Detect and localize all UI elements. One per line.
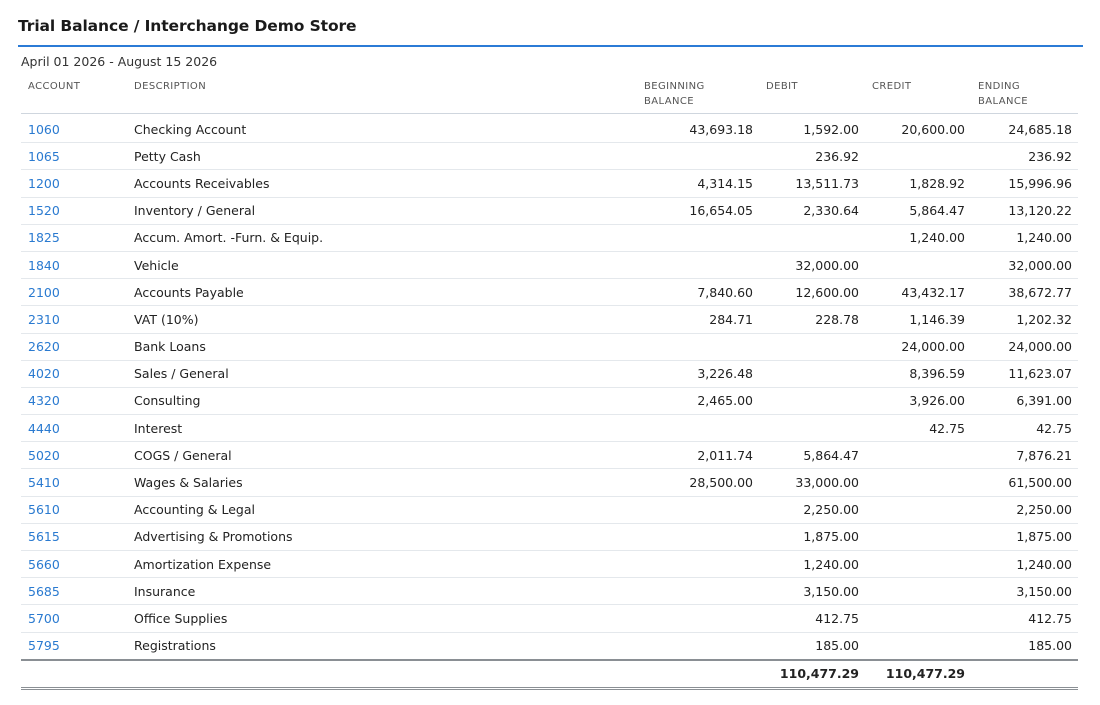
table-row: [21, 415, 1078, 442]
debit-cell: [759, 387, 865, 414]
account-cell: [21, 551, 127, 578]
table-row: [21, 170, 1078, 197]
account-description: Consulting: [127, 387, 637, 414]
account-cell: [21, 197, 127, 224]
credit-cell: 8,396.59: [865, 360, 971, 387]
totals-spacer: [637, 660, 759, 689]
account-cell: [21, 251, 127, 278]
account-cell: [21, 143, 127, 170]
ending-balance-cell: 38,672.77: [971, 279, 1078, 306]
debit-cell: [759, 415, 865, 442]
credit-cell: [865, 496, 971, 523]
account-cell: [21, 333, 127, 360]
beginning-balance-cell: [637, 333, 759, 360]
credit-cell: [865, 632, 971, 660]
trial-balance-table: [21, 76, 1078, 690]
beginning-balance-cell: [637, 496, 759, 523]
credit-cell: [865, 605, 971, 632]
column-header-credit: CREDIT: [865, 76, 971, 114]
account-description: Vehicle: [127, 251, 637, 278]
title-divider: [18, 45, 1083, 47]
account-cell: [21, 469, 127, 496]
beginning-balance-cell: [637, 251, 759, 278]
credit-cell: 1,240.00: [865, 224, 971, 251]
account-description: Registrations: [127, 632, 637, 660]
account-description: VAT (10%): [127, 306, 637, 333]
account-cell: [21, 360, 127, 387]
ending-balance-cell: 1,240.00: [971, 551, 1078, 578]
beginning-balance-cell: [637, 605, 759, 632]
credit-cell: 1,146.39: [865, 306, 971, 333]
account-link[interactable]: 1825: [28, 230, 60, 246]
account-link[interactable]: 5660: [28, 556, 60, 572]
credit-cell: 1,828.92: [865, 170, 971, 197]
account-description: Amortization Expense: [127, 551, 637, 578]
account-link[interactable]: 1520: [28, 203, 60, 219]
beginning-balance-cell: [637, 632, 759, 660]
account-cell: [21, 523, 127, 550]
debit-cell: [759, 333, 865, 360]
beginning-balance-cell: [637, 551, 759, 578]
ending-balance-cell: 6,391.00: [971, 387, 1078, 414]
account-link[interactable]: 5700: [28, 610, 60, 626]
beginning-balance-cell: 284.71: [637, 306, 759, 333]
credit-cell: 3,926.00: [865, 387, 971, 414]
account-description: COGS / General: [127, 442, 637, 469]
account-cell: [21, 605, 127, 632]
account-cell: [21, 496, 127, 523]
account-link[interactable]: 2620: [28, 339, 60, 355]
account-link[interactable]: 5020: [28, 447, 60, 463]
account-description: Advertising & Promotions: [127, 523, 637, 550]
beginning-balance-cell: 3,226.48: [637, 360, 759, 387]
ending-balance-cell: 412.75: [971, 605, 1078, 632]
credit-cell: [865, 523, 971, 550]
table-row: [21, 114, 1078, 143]
debit-cell: 1,592.00: [759, 114, 865, 143]
ending-balance-cell: 61,500.00: [971, 469, 1078, 496]
ending-balance-cell: 24,000.00: [971, 333, 1078, 360]
ending-balance-cell: 1,202.32: [971, 306, 1078, 333]
account-description: Wages & Salaries: [127, 469, 637, 496]
totals-spacer: [21, 660, 127, 689]
debit-cell: 12,600.00: [759, 279, 865, 306]
table-row: [21, 469, 1078, 496]
debit-cell: 1,875.00: [759, 523, 865, 550]
table-body: [21, 114, 1078, 660]
account-description: Checking Account: [127, 114, 637, 143]
account-link[interactable]: 5610: [28, 502, 60, 518]
table-row: [21, 523, 1078, 550]
account-cell: [21, 578, 127, 605]
debit-cell: 32,000.00: [759, 251, 865, 278]
account-link[interactable]: 2310: [28, 311, 60, 327]
account-description: Accounts Payable: [127, 279, 637, 306]
credit-cell: 5,864.47: [865, 197, 971, 224]
account-cell: [21, 279, 127, 306]
debit-cell: [759, 360, 865, 387]
account-description: Inventory / General: [127, 197, 637, 224]
debit-cell: 3,150.00: [759, 578, 865, 605]
table-row: [21, 143, 1078, 170]
beginning-balance-cell: 16,654.05: [637, 197, 759, 224]
ending-balance-cell: 24,685.18: [971, 114, 1078, 143]
debit-cell: 412.75: [759, 605, 865, 632]
account-cell: [21, 224, 127, 251]
table-footer: [21, 660, 1078, 689]
ending-balance-cell: 15,996.96: [971, 170, 1078, 197]
account-link[interactable]: 5795: [28, 638, 60, 654]
page-title: Trial Balance / Interchange Demo Store: [18, 17, 357, 35]
beginning-balance-cell: [637, 578, 759, 605]
account-cell: [21, 170, 127, 197]
debit-cell: 185.00: [759, 632, 865, 660]
header-row: [21, 76, 1078, 114]
credit-cell: [865, 442, 971, 469]
column-header-debit: DEBIT: [759, 76, 865, 114]
ending-balance-cell: 13,120.22: [971, 197, 1078, 224]
ending-balance-cell: 1,240.00: [971, 224, 1078, 251]
ending-balance-cell: 42.75: [971, 415, 1078, 442]
account-description: Petty Cash: [127, 143, 637, 170]
table-row: [21, 224, 1078, 251]
account-description: Accounting & Legal: [127, 496, 637, 523]
account-description: Accounts Receivables: [127, 170, 637, 197]
account-link[interactable]: 1060: [28, 121, 60, 137]
column-header-beginning-balance: BEGINNING BALANCE: [637, 76, 759, 114]
debit-cell: 1,240.00: [759, 551, 865, 578]
account-cell: [21, 442, 127, 469]
credit-cell: 43,432.17: [865, 279, 971, 306]
account-link[interactable]: 5685: [28, 583, 60, 599]
table-row: [21, 251, 1078, 278]
account-cell: [21, 415, 127, 442]
table-row: [21, 360, 1078, 387]
beginning-balance-cell: 2,011.74: [637, 442, 759, 469]
ending-balance-cell: 32,000.00: [971, 251, 1078, 278]
account-cell: [21, 306, 127, 333]
credit-cell: [865, 578, 971, 605]
account-link[interactable]: 4320: [28, 393, 60, 409]
beginning-balance-cell: 2,465.00: [637, 387, 759, 414]
table-row: [21, 605, 1078, 632]
table-row: [21, 632, 1078, 660]
credit-cell: [865, 469, 971, 496]
total-credit: 110,477.29: [865, 660, 971, 689]
column-header-account: ACCOUNT: [21, 76, 127, 114]
column-header-description: DESCRIPTION: [127, 76, 637, 114]
totals-row: [21, 660, 1078, 689]
table-row: [21, 551, 1078, 578]
debit-cell: 13,511.73: [759, 170, 865, 197]
credit-cell: [865, 143, 971, 170]
table-row: [21, 306, 1078, 333]
ending-balance-cell: 3,150.00: [971, 578, 1078, 605]
account-link[interactable]: 5410: [28, 475, 60, 491]
column-header-ending-balance: ENDING BALANCE: [971, 76, 1078, 114]
date-range: April 01 2026 - August 15 2026: [21, 54, 218, 69]
account-description: Interest: [127, 415, 637, 442]
ending-balance-cell: 1,875.00: [971, 523, 1078, 550]
account-link[interactable]: 1840: [28, 257, 60, 273]
beginning-balance-cell: [637, 523, 759, 550]
account-link[interactable]: 1200: [28, 175, 60, 191]
table-row: [21, 442, 1078, 469]
debit-cell: 2,330.64: [759, 197, 865, 224]
beginning-balance-cell: 43,693.18: [637, 114, 759, 143]
account-description: Sales / General: [127, 360, 637, 387]
beginning-balance-cell: 7,840.60: [637, 279, 759, 306]
credit-cell: 24,000.00: [865, 333, 971, 360]
account-link[interactable]: 5615: [28, 529, 60, 545]
account-cell: [21, 632, 127, 660]
account-description: Bank Loans: [127, 333, 637, 360]
credit-cell: 42.75: [865, 415, 971, 442]
ending-balance-cell: 2,250.00: [971, 496, 1078, 523]
table-row: [21, 578, 1078, 605]
ending-balance-cell: 236.92: [971, 143, 1078, 170]
ending-balance-cell: 7,876.21: [971, 442, 1078, 469]
debit-cell: [759, 224, 865, 251]
account-cell: [21, 387, 127, 414]
table-row: [21, 387, 1078, 414]
account-description: Insurance: [127, 578, 637, 605]
credit-cell: [865, 251, 971, 278]
beginning-balance-cell: [637, 224, 759, 251]
table-row: [21, 333, 1078, 360]
beginning-balance-cell: [637, 143, 759, 170]
beginning-balance-cell: [637, 415, 759, 442]
totals-spacer: [971, 660, 1078, 689]
table-row: [21, 197, 1078, 224]
debit-cell: 236.92: [759, 143, 865, 170]
account-description: Accum. Amort. -Furn. & Equip.: [127, 224, 637, 251]
debit-cell: 33,000.00: [759, 469, 865, 496]
account-link[interactable]: 2100: [28, 284, 60, 300]
debit-cell: 2,250.00: [759, 496, 865, 523]
debit-cell: 5,864.47: [759, 442, 865, 469]
table-row: [21, 496, 1078, 523]
total-debit: 110,477.29: [759, 660, 865, 689]
beginning-balance-cell: 28,500.00: [637, 469, 759, 496]
beginning-balance-cell: 4,314.15: [637, 170, 759, 197]
debit-cell: 228.78: [759, 306, 865, 333]
totals-spacer: [127, 660, 637, 689]
account-cell: [21, 114, 127, 143]
credit-cell: [865, 551, 971, 578]
credit-cell: 20,600.00: [865, 114, 971, 143]
account-link[interactable]: 4020: [28, 366, 60, 382]
table-header: [21, 76, 1078, 114]
ending-balance-cell: 185.00: [971, 632, 1078, 660]
account-link[interactable]: 1065: [28, 148, 60, 164]
table-row: [21, 279, 1078, 306]
ending-balance-cell: 11,623.07: [971, 360, 1078, 387]
account-link[interactable]: 4440: [28, 420, 60, 436]
account-description: Office Supplies: [127, 605, 637, 632]
